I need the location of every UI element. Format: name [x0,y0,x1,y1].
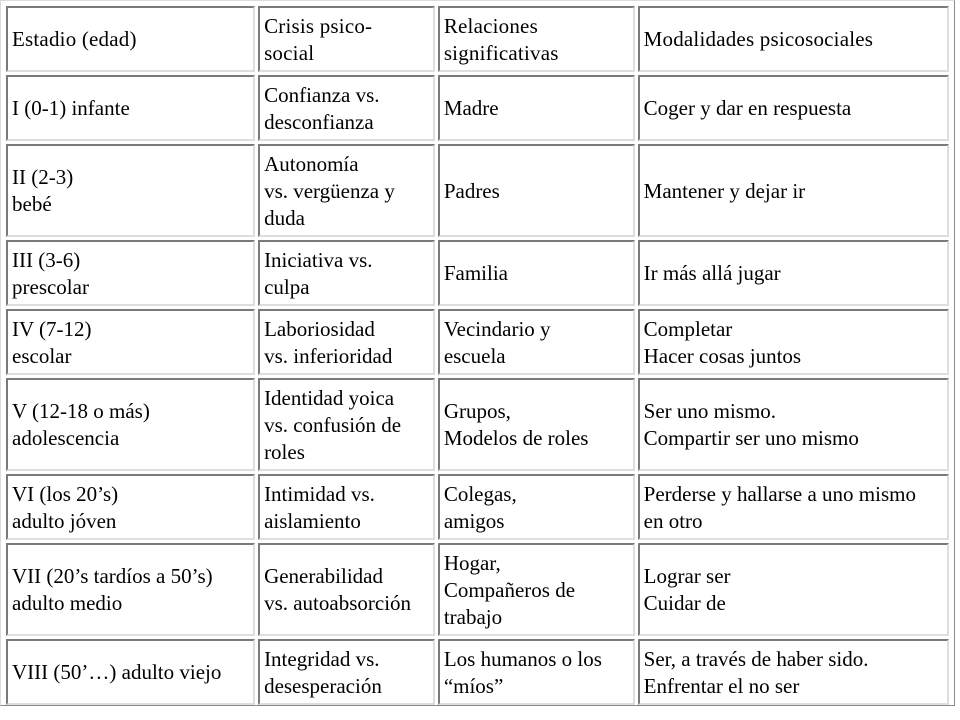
modalities-cell [638,474,949,540]
cell-line: III (3-6) [12,247,81,272]
cell-line: amigos [443,508,505,533]
table-row [6,474,949,540]
cell-line: Confianza vs. [264,82,380,107]
cell-line: Autonomía [264,151,359,176]
modalities-cell [638,144,949,237]
cell-line: trabajo [443,604,503,629]
stage-cell [6,309,255,375]
stage-cell [6,474,255,540]
cell-line: adulto jóven [12,508,117,533]
cell-line: Hacer cosas juntos [643,343,802,368]
relations-cell [438,543,635,636]
crisis-cell [258,75,435,141]
cell-line: Familia [443,261,508,285]
crisis-cell [258,378,435,471]
relations-cell [438,144,635,237]
modalities-cell [638,75,949,141]
cell-line: en otro [643,508,703,533]
cell-line: Madre [443,96,499,120]
table-row [6,309,949,375]
cell-line: V (12-18 o más) [12,399,150,423]
cell-line: Lograr ser [643,564,731,588]
cell-line: adulto medio [12,591,123,615]
stage-cell [6,378,255,471]
cell-line: desesperación [264,673,382,698]
relations-cell [438,378,635,471]
header-cell-crisis [258,6,435,72]
cell-line: Intimidad vs. [264,481,375,506]
cell-line: Padres [443,178,500,203]
cell-line: Cuidar de [643,591,726,615]
cell-line: Compartir ser uno mismo [643,426,859,450]
cell-line: IV (7-12) [12,316,92,341]
cell-line: vs. autoabsorción [264,591,412,615]
header-cell-relations [438,6,635,72]
cell-line: Estadio (edad) [12,27,137,51]
cell-line: II (2-3) [12,165,74,189]
cell-line: Hogar, [443,550,501,575]
cell-line: significativas [443,40,559,65]
cell-line: Vecindario y [443,316,551,341]
crisis-cell [258,543,435,636]
cell-line: Modelos de roles [443,426,589,450]
cell-line: Generabilidad [264,564,384,588]
cell-line: roles [264,439,305,464]
cell-line: bebé [12,192,52,216]
cell-line: culpa [264,274,310,299]
cell-line: Perderse y hallarse a uno mismo [643,481,916,506]
cell-line: Identidad yoica [264,385,395,410]
table-row [6,378,949,471]
cell-line: escuela [443,343,506,368]
modalities-cell [638,639,949,705]
crisis-cell [258,144,435,237]
crisis-cell [258,639,435,705]
table-row [6,75,949,141]
cell-line: Laboriosidad [264,316,375,341]
erikson-stages-table [3,3,952,708]
relations-cell [438,639,635,705]
stage-cell [6,240,255,306]
relations-cell [438,75,635,141]
crisis-cell [258,309,435,375]
cell-line: Ser uno mismo. [643,399,777,423]
table-row [6,543,949,636]
cell-line: adolescencia [12,426,120,450]
cell-line: VII (20’s tardíos a 50’s) [12,564,213,588]
relations-cell [438,474,635,540]
stage-cell [6,639,255,705]
table-row [6,240,949,306]
relations-cell [438,240,635,306]
cell-line: vs. confusión de [264,412,402,437]
table-row [6,144,949,237]
relations-cell [438,309,635,375]
modalities-cell [638,309,949,375]
cell-line: I (0-1) infante [12,96,130,120]
cell-line: Compañeros de [443,577,576,602]
stage-cell [6,75,255,141]
modalities-cell [638,543,949,636]
stage-cell [6,144,255,237]
header-cell-modalities [638,6,949,72]
cell-line: desconfianza [264,109,374,134]
cell-line: duda [264,205,305,230]
cell-line: Crisis psico- [264,13,373,38]
cell-line: Iniciativa vs. [264,247,373,272]
modalities-cell [638,378,949,471]
cell-line: Relaciones [443,13,538,38]
cell-line: Colegas, [443,481,517,506]
modalities-cell [638,240,949,306]
cell-line: Coger y dar en respuesta [643,96,852,120]
cell-line: social [264,40,315,65]
cell-line: Modalidades psicosociales [643,27,874,51]
cell-line: “míos” [443,673,504,698]
cell-line: aislamiento [264,508,361,533]
cell-line: Integridad vs. [264,646,380,671]
cell-line: Enfrentar el no ser [643,673,800,698]
header-row [6,6,949,72]
cell-line: vs. inferioridad [264,343,393,368]
cell-line: vs. vergüenza y [264,178,395,203]
cell-line: VIII (50’…) adulto viejo [12,660,222,684]
crisis-cell [258,240,435,306]
crisis-cell [258,474,435,540]
cell-line: escolar [12,343,72,368]
stage-cell [6,543,255,636]
cell-line: VI (los 20’s) [12,481,119,506]
cell-line: Grupos, [443,399,511,423]
table-row [6,639,949,705]
cell-line: Mantener y dejar ir [643,178,806,203]
header-cell-stage [6,6,255,72]
cell-line: Completar [643,316,733,341]
cell-line: Ir más allá jugar [643,261,781,285]
cell-line: Ser, a través de haber sido. [643,646,869,671]
cell-line: Los humanos o los [443,646,602,671]
cell-line: prescolar [12,274,89,299]
